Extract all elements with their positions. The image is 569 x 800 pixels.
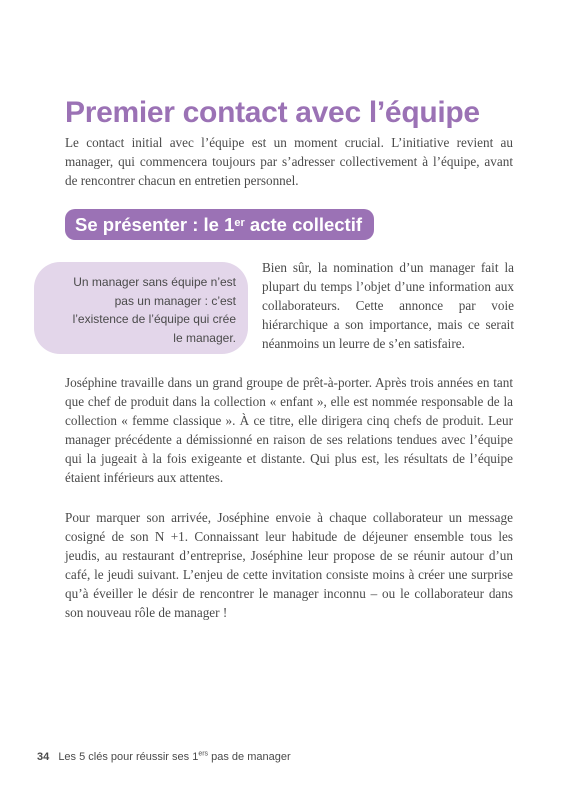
page-title: Premier contact avec l’équipe [65, 96, 480, 130]
body-paragraph-arrival: Pour marquer son arrivée, Joséphine envoie à chaque collaborateur un message cosigné de son N +1. Connaissant leur habitude de déjeuner ensemble tous les jeudis, au restaurant d’entreprise, Joséphine leur propose de se réunir autour d’un café, le jeudi suivant. L’enjeu de cette invitation consiste moins à créer une surprise qu’à éveiller le désir de rencontrer le manager inconnu – ou le collaborateur dans son nouveau rôle de manager ! [65, 510, 513, 620]
section-heading-text: Se présenter : le 1 [75, 213, 235, 235]
section-heading-text-end: acte collectif [244, 213, 363, 235]
side-paragraph: Bien sûr, la nomination d’un manager fait la plupart du temps l’objet d’une information aux collaborateurs. Cette annonce par voie hiérarchique a son importance, mais ce serait néanmoins un leurre de s’en satisfaire. [262, 260, 514, 351]
intro-paragraph: Le contact initial avec l’équipe est un moment crucial. L’initiative revient au manager, qui commencera toujours par s’adresser collectivement à l’équipe, avant de rencontrer chacun en entretien personnel. [65, 135, 513, 188]
page-number: 34 [37, 750, 50, 763]
pullquote-box [34, 262, 248, 354]
book-title: Les 5 clés pour réussir ses 1ers pas de manager [58, 750, 291, 763]
page-footer [37, 750, 291, 763]
body-paragraph-josephine: Joséphine travaille dans un grand groupe de prêt-à-porter. Après trois années en tant que chef de produit dans la collection « enfant », elle est nommée responsable de la collection « femme classique ». À ce titre, elle dirigera cinq chefs de produit. Leur manager précédente a démissionné en raison de ses relations tendues avec l’équipe qui la jugeait à la fois exigeante et distante. Qui plus est, les résultats de l’équipe étaient inférieurs aux attentes. [65, 375, 513, 485]
section-heading-superscript: er [234, 216, 245, 229]
section-heading [65, 209, 374, 240]
pullquote-text: Un manager sans équipe n’est pas un manager : c’est l’existence de l’équipe qui crée le manager. [72, 275, 236, 345]
